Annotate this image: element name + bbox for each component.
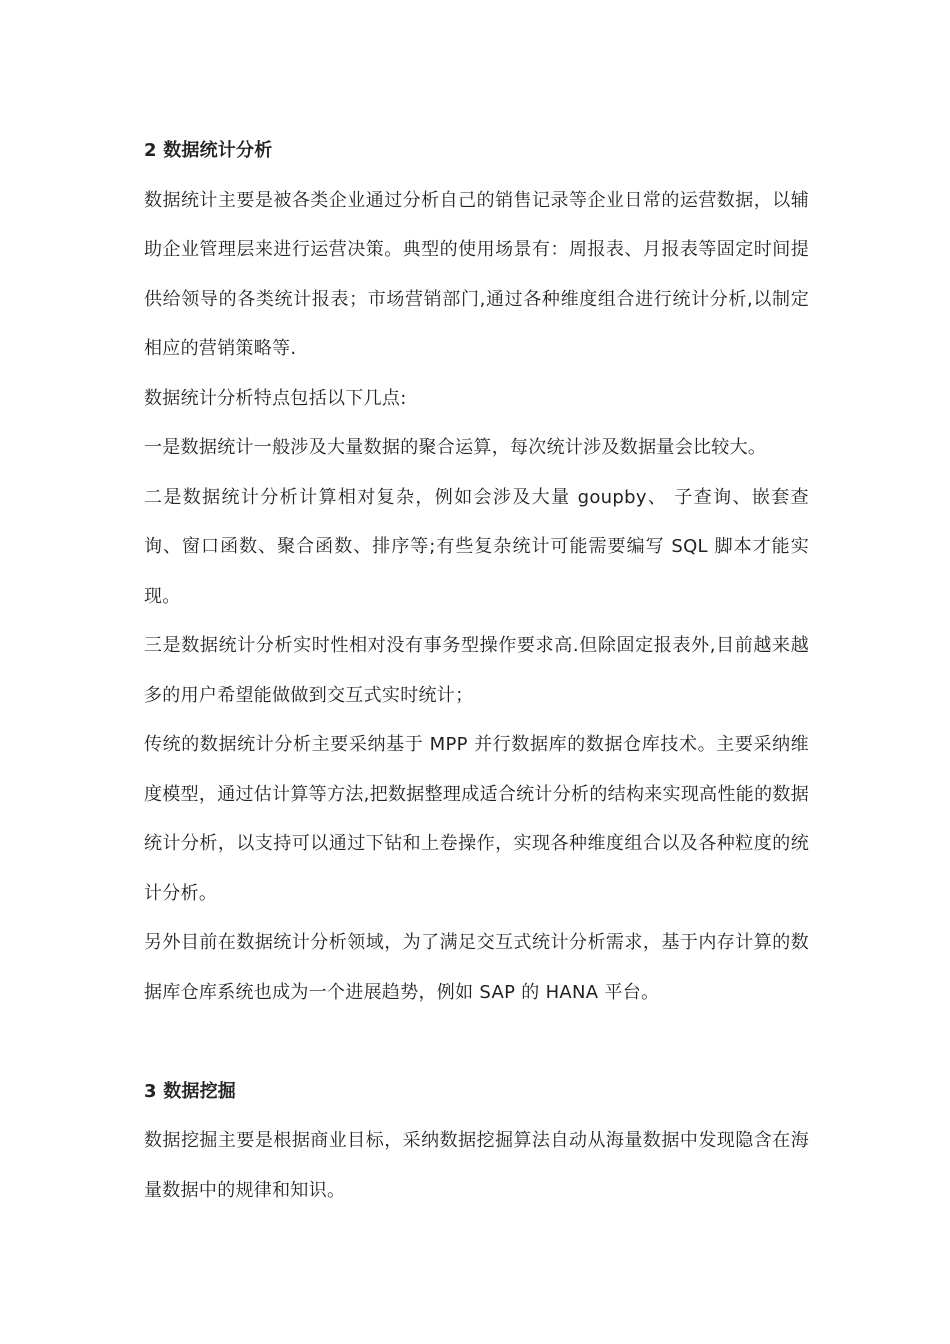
document-body <box>144 126 809 1215</box>
paragraph-data-mining-intro: 数据挖掘主要是根据商业目标，采纳数据挖掘算法自动从海量数据中发现隐含在海量数据中的规律和知识。 <box>144 1130 809 1201</box>
paragraph-features-intro: 数据统计分析特点包括以下几点: <box>144 387 407 409</box>
paragraph-statistics-intro: 数据统计主要是被各类企业通过分析自己的销售记录等企业日常的运营数据，以辅助企业管理层来进行运营决策。典型的使用场景有：周报表、月报表等固定时间提供给领导的各类统计报表；市场营销部门,通过各种维度组合进行统计分析,以制定相应的营销策略等. <box>144 189 809 359</box>
paragraph-feature-three: 三是数据统计分析实时性相对没有事务型操作要求高.但除固定报表外,目前越来越多的用户希望能做做到交互式实时统计； <box>144 635 809 706</box>
section-3-heading: 3 数据挖掘 <box>144 1080 236 1102</box>
paragraph-traditional-mpp: 传统的数据统计分析主要采纳基于 MPP 并行数据库的数据仓库技术。主要采纳维度模型，通过估计算等方法,把数据整理成适合统计分析的结构来实现高性能的数据统计分析，以支持可以通过下钻和上卷操作，实现各种维度组合以及各种粒度的统计分析。 <box>144 734 809 904</box>
paragraph-in-memory-trend: 另外目前在数据统计分析领域，为了满足交互式统计分析需求，基于内存计算的数据库仓库系统也成为一个进展趋势，例如 SAP 的 HANA 平台。 <box>144 932 809 1003</box>
section-spacer <box>144 1017 809 1067</box>
section-2-heading: 2 数据统计分析 <box>144 140 273 161</box>
paragraph-feature-one: 一是数据统计一般涉及大量数据的聚合运算，每次统计涉及数据量会比较大。 <box>144 437 767 458</box>
paragraph-feature-two: 二是数据统计分析计算相对复杂，例如会涉及大量 goupby、 子查询、嵌套查询、窗口函数、聚合函数、排序等;有些复杂统计可能需要编写 SQL 脚本才能实现。 <box>144 486 809 607</box>
